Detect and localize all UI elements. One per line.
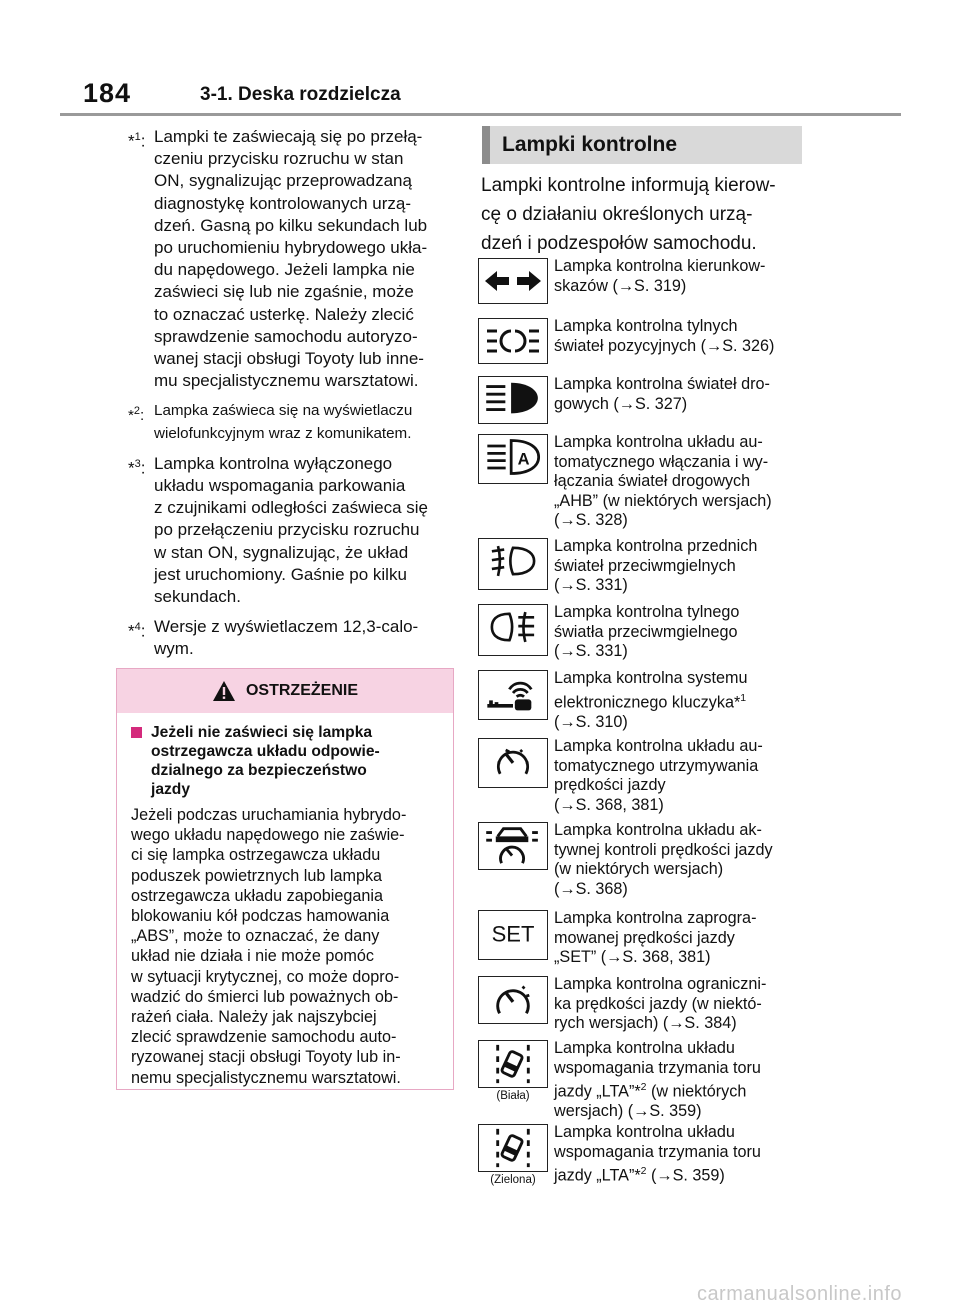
lamp-description: Lampka kontrolna układu wspomagania trzymania toru jazdy „LTA”*$^2$ (→S. 359)	[554, 1123, 761, 1185]
footnotes	[128, 126, 453, 669]
bullet-square	[131, 727, 142, 738]
front-fog-icon	[478, 538, 548, 590]
lamp-description: Lampka kontrolna układu au- tomatycznego utrzymywania prędkości jazdy (→S. 368, 381)	[554, 737, 763, 814]
watermark: carmanualsonline.info	[696, 1283, 902, 1305]
warning-subtitle: Jeżeli nie zaświeci się lampka ostrzegawcza układu odpowie- dzialnego za bezpieczeństwo jazdy	[117, 723, 453, 799]
high-beam-icon	[478, 376, 548, 424]
footnote-1: *$^1$: Lampki te zaświecają się po przełą- czeniu przycisku rozruchu w stan ON, sygnalizując przeprowadzaną diagnostykę kontrolowanych urzą- dzeń. Gasną po kilku sekundach lub po uruchomieniu hybrydowego ukła- du napędowego. Jeżeli lampka nie zaświeci się lub nie zgaśnie, może to oznaczać usterkę. Należy zlecić sprawdzenie samochodu autoryzo- wanej stacji obsługi Toyoty lub inne- mu specjalistycznemu warsztatowi.	[128, 127, 428, 391]
lta-green-icon	[478, 1124, 548, 1172]
svg-text:SET: SET	[491, 921, 535, 947]
footnote-4: *$^4$: Wersje z wyświetlaczem 12,3-calo- wym.	[128, 617, 419, 659]
lamp-caption: (Biała)	[496, 1090, 530, 1102]
cruise-control-icon	[478, 738, 548, 788]
lamp-caption: (Zielona)	[490, 1174, 536, 1186]
lamp-description: Lampka kontrolna systemu elektronicznego kluczyka*$^1$ (→S. 310)	[554, 669, 748, 731]
speed-limiter-icon	[478, 976, 548, 1024]
lta-white-icon	[478, 1040, 548, 1088]
auto-high-beam-icon	[478, 434, 548, 484]
warning-title: OSTRZEŻENIE	[245, 682, 358, 699]
lamp-description: Lampka kontrolna świateł dro- gowych (→S. 327)	[554, 375, 770, 413]
lamp-description: Lampka kontrolna układu wspomagania trzymania toru jazdy „LTA”*$^2$ (w niektórych wersjach) (→S. 359)	[554, 1039, 761, 1121]
lamp-description: Lampka kontrolna tylnych świateł pozycyjnych (→S. 326)	[554, 317, 775, 355]
warning-header	[117, 669, 453, 713]
tail-lights-icon	[478, 318, 548, 364]
section-title: 3-1. Deska rozdzielcza	[200, 84, 401, 105]
footnote-3: *$^3$: Lampka kontrolna wyłączonego układu wspomagania parkowania z czujnikami odległości zaświeca się po przełączeniu przycisku rozruchu w stan ON, sygnalizując, że układ jest uruchomiony. Gaśnie po kilku sekundach.	[128, 453, 429, 607]
page-header	[0, 0, 960, 116]
footnote-2: *$^2$: Lampka zaświeca się na wyświetlaczu wielofunkcyjnym wraz z komunikatem.	[128, 402, 413, 442]
lamp-description: Lampka kontrolna ograniczni- ka prędkości jazdy (w niektó- rych wersjach) (→S. 384)	[554, 975, 767, 1033]
warning-body: Jeżeli podczas uruchamiania hybrydo- wego układu napędowego nie zaświe- ci się lampka ostrzegawcza układu poduszek powietrznych lub lampka ostrzegawcza układu zapobiegania blokowaniu kół podczas hamowania „ABS”, może to oznaczać, że dany układ nie działa i nie może pomóc w sytuacji krytycznej, co może dopro- wadzić do śmierci lub poważnych ob- rażeń ciała. Należy jak najszybciej zlecić sprawdzenie samochodu auto- ryzowanej stacji obsługi Toyoty lub in- nemu specjalistycznemu warsztatowi.	[131, 806, 407, 1087]
smart-key-icon	[478, 670, 548, 720]
lampki-heading: Lampki kontrolne	[482, 126, 802, 164]
rear-fog-icon	[478, 604, 548, 656]
page-number: 184	[83, 78, 132, 108]
header-divider	[60, 113, 901, 116]
dynamic-cruise-icon	[478, 822, 548, 870]
lamp-description: Lampka kontrolna tylnego światła przeciwmgielnego (→S. 331)	[554, 603, 740, 661]
lamp-description: Lampka kontrolna układu au- tomatycznego włączania i wy- łączania świateł drogowych „AHB” (w niektórych wersjach) (→S. 328)	[554, 433, 772, 530]
lamp-description: Lampka kontrolna przednich świateł przeciwmgielnych (→S. 331)	[554, 537, 758, 595]
svg-text:A: A	[517, 450, 530, 469]
footnote-marker: *$^2$:	[128, 405, 145, 425]
warning-box	[116, 668, 454, 1090]
set-icon	[478, 910, 548, 960]
lamp-description: Lampka kontrolna układu ak- tywnej kontroli prędkości jazdy (w niektórych wersjach) (→S. 368)	[554, 821, 773, 898]
lamp-description: Lampka kontrolna zaprogra- mowanej prędkości jazdy „SET” (→S. 368, 381)	[554, 909, 757, 967]
lamp-description: Lampka kontrolna kierunkow- skazów (→S. 319)	[554, 257, 766, 295]
turn-signal-icon	[478, 258, 548, 304]
footnote-marker: *$^4$:	[128, 621, 146, 641]
warning-triangle-icon	[212, 680, 236, 702]
lampki-intro: Lampki kontrolne informują kierow- cę o działaniu określonych urzą- dzeń i podzespołów samochodu.	[481, 175, 776, 254]
footnote-marker: *$^1$:	[128, 131, 146, 151]
footnote-marker: *$^3$:	[128, 457, 146, 478]
